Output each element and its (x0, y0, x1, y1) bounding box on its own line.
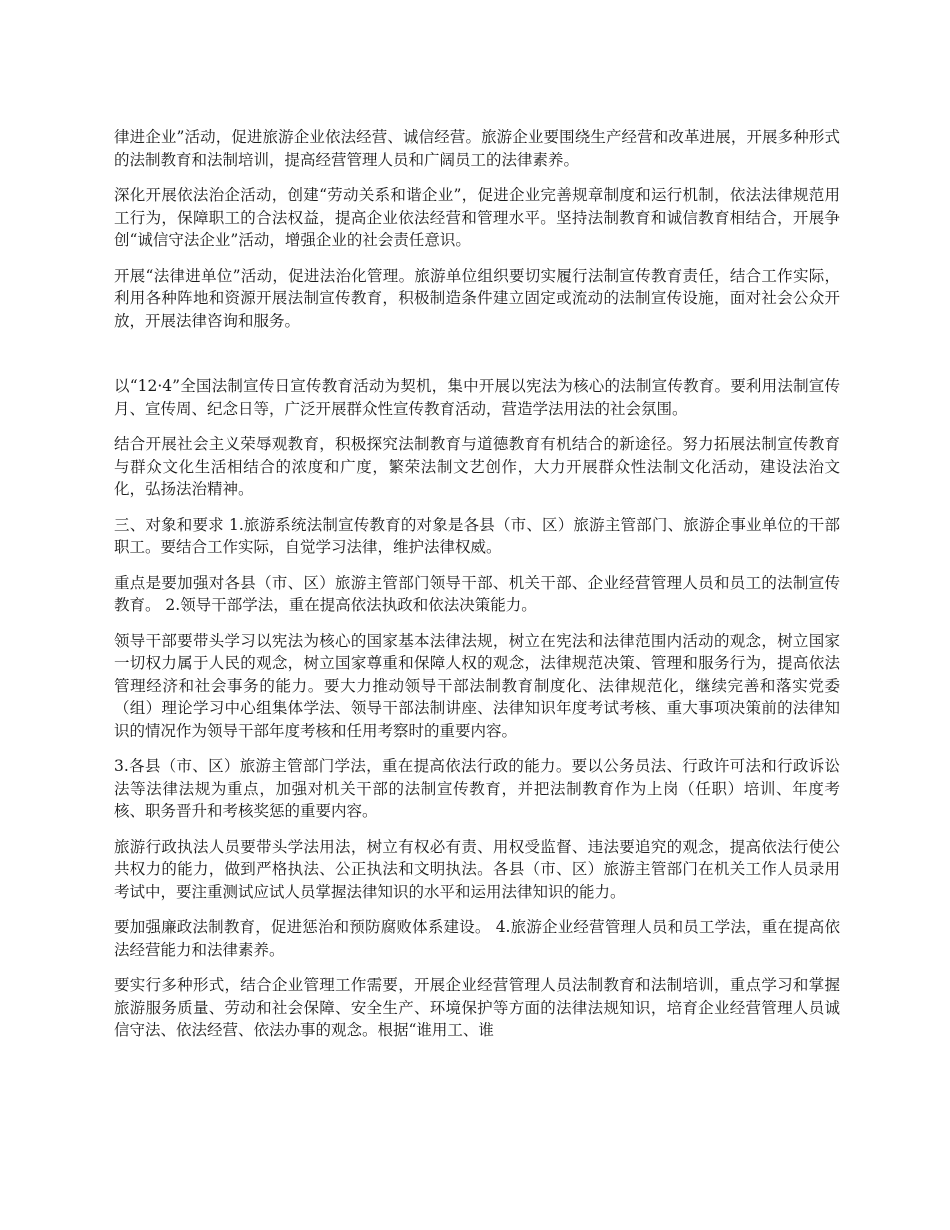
section-gap (114, 345, 840, 375)
paragraph: 3.各县（市、区）旅游主管部门学法，重在提高依法行政的能力。要以公务员法、行政许可法和行政诉讼法等法律法规为重点，加强对机关干部的法制宣传教育，并把法制教育作为上岗（任职）培训、年度考核、职务晋升和考核奖惩的重要内容。 (114, 757, 840, 820)
paragraph: 以“12·4”全国法制宣传日宣传教育活动为契机，集中开展以宪法为核心的法制宣传教育。要利用法制宣传月、宣传周、纪念日等，广泛开展群众性宣传教育活动，营造学法用法的社会氛围。 (114, 377, 840, 418)
paragraph: 领导干部要带头学习以宪法为核心的国家基本法律法规，树立在宪法和法律范围内活动的观念，树立国家一切权力属于人民的观念，树立国家尊重和保障人权的观念，法律规范决策、管理和服务行为，提高依法管理经济和社会事务的能力。要大力推动领导干部法制教育制度化、法律规范化，继续完善和落实党委（组）理论学习中心组集体学法、领导干部法制讲座、法律知识年度考试考核、重大事项决策前的法律知识的情况作为领导干部年度考核和任用考察时的重要内容。 (114, 631, 840, 740)
paragraph: 重点是要加强对各县（市、区）旅游主管部门领导干部、机关干部、企业经营管理人员和员工的法制宣传教育。 2.领导干部学法，重在提高依法执政和依法决策能力。 (114, 573, 840, 614)
paragraph: 结合开展社会主义荣辱观教育，积极探究法制教育与道德教育有机结合的新途径。努力拓展法制宣传教育与群众文化生活相结合的浓度和广度，繁荣法制文艺创作，大力开展群众性法制文化活动，建设法治文化，弘扬法治精神。 (114, 435, 840, 498)
paragraph: 律进企业”活动，促进旅游企业依法经营、诚信经营。旅游企业要围绕生产经营和改革进展，开展多种形式的法制教育和法制培训，提高经营管理人员和广阔员工的法律素养。 (114, 128, 840, 169)
paragraph: 深化开展依法治企活动，创建“劳动关系和谐企业”，促进企业完善规章制度和运行机制，依法法律规范用工行为，保障职工的合法权益，提高企业依法经营和管理水平。坚持法制教育和诚信教育相结合，开展争创“诚信守法企业”活动，增强企业的社会责任意识。 (114, 186, 840, 249)
paragraph: 开展“法律进单位”活动，促进法治化管理。旅游单位组织要切实履行法制宣传教育责任，结合工作实际，利用各种阵地和资源开展法制宣传教育，积极制造条件建立固定或流动的法制宣传设施，面对社会公众开放，开展法律咨询和服务。 (114, 266, 840, 330)
paragraph: 要实行多种形式，结合企业管理工作需要，开展企业经营管理人员法制教育和法制培训，重点学习和掌握旅游服务质量、劳动和社会保障、安全生产、环境保护等方面的法律法规知识，培育企业经营管理人员诚信守法、依法经营、依法办事的观念。根据“谁用工、谁 (114, 976, 840, 1039)
document-body (114, 126, 840, 1055)
paragraph: 三、对象和要求 1.旅游系统法制宣传教育的对象是各县（市、区）旅游主管部门、旅游企事业单位的干部职工。要结合工作实际，自觉学习法律，维护法律权威。 (114, 515, 840, 556)
paragraph: 旅游行政执法人员要带头学法用法，树立有权必有责、用权受监督、违法要追究的观念，提高依法行使公共权力的能力，做到严格执法、公正执法和文明执法。各县（市、区）旅游主管部门在机关工作人员录用考试中，要注重测试应试人员掌握法律知识的水平和运用法律知识的能力。 (114, 837, 840, 901)
paragraph: 要加强廉政法制教育，促进惩治和预防腐败体系建设。 4.旅游企业经营管理人员和员工学法，重在提高依法经营能力和法律素养。 (114, 918, 840, 959)
